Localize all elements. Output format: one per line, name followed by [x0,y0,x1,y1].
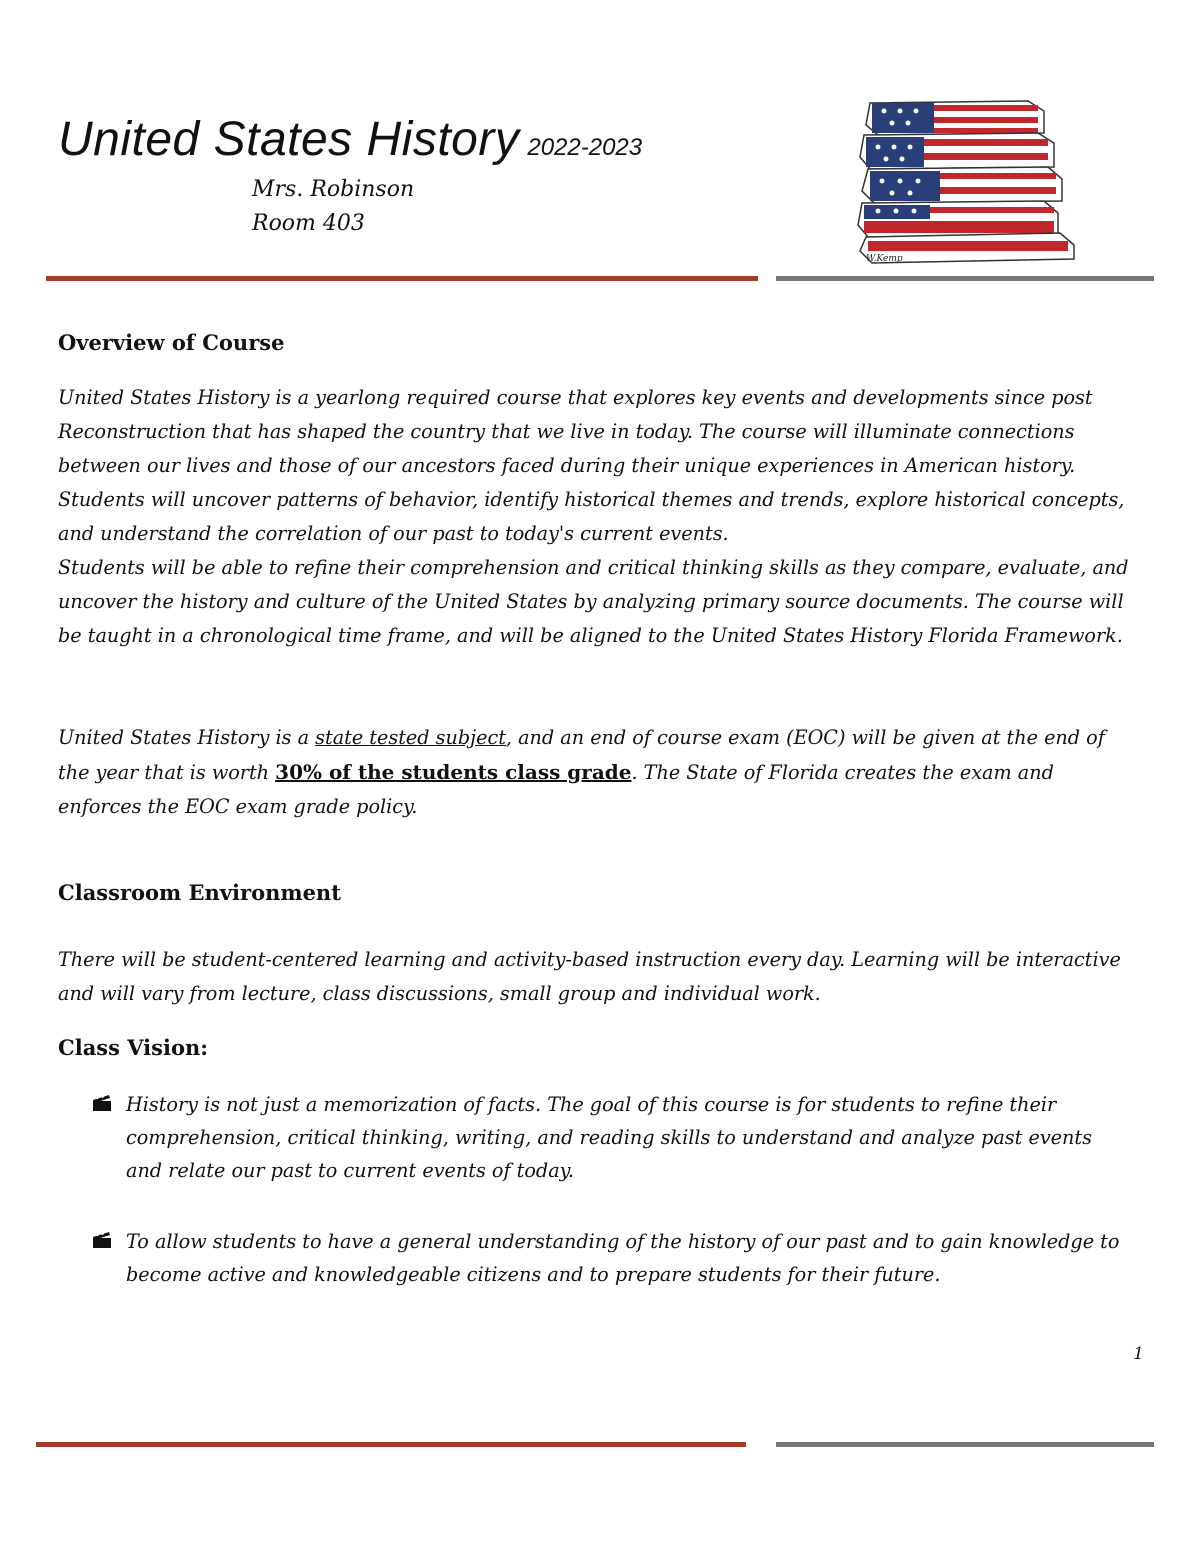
vision-heading: Class Vision: [58,1035,208,1060]
room-number: Room 403 [252,211,365,236]
vision-list-item [92,1088,1142,1187]
eoc-weight-text: 30% of the students class grade [275,760,632,784]
vision-item-text: History is not just a memorization of facts. The goal of this course is for students to refine their comprehension, critical thinking, writing, and reading skills to understand and analyze past events and relate our past to current events of today. [126,1093,1092,1182]
header-rule-gray [776,276,1154,281]
school-year: 2022-2023 [527,134,643,161]
overview-paragraph-1: United States History is a yearlong required course that explores key events and developments since post Reconstruction that has shaped the country that we live in today. The course will illuminate connections between our lives and those of our ancestors faced during their unique experiences in American history. Students will uncover patterns of behavior, identify historical themes and trends, explore historical concepts, and understand the correlation of our past to today's current events. [58,386,1125,545]
para3-text-b: , and an end of course exam (EOC) will be given at the end of the year that is worth [58,726,1105,784]
footer-rule-red [36,1442,746,1447]
illustration-signature: W.Kemp [866,254,903,264]
teacher-name: Mrs. Robinson [252,177,415,202]
clapperboard-icon [92,1088,126,1187]
course-title: United States History [58,113,520,166]
vision-item-text: To allow students to have a general understanding of the history of our past and to gain knowledge to become active and knowledgeable citizens and to prepare students for their future. [126,1230,1120,1286]
document-title [58,112,642,167]
page-number: 1 [1133,1344,1144,1364]
environment-heading: Classroom Environment [58,880,341,905]
book-stack [858,101,1074,264]
clapperboard-icon [92,1225,126,1291]
para3-text-c: . The State of Florida creates the exam and enforces the EOC exam grade policy. [58,761,1054,818]
vision-list-item [92,1225,1142,1291]
footer-rule-gray [776,1442,1154,1447]
overview-paragraph-2: Students will be able to refine their comprehension and critical thinking skills as they compare, evaluate, and uncover the history and culture of the United States by analyzing primary source documents. The course will be taught in a chronological time frame, and will be aligned to the United States History Florida Framework. [58,556,1129,647]
flag-books-illustration [848,95,1078,270]
overview-paragraph-3 [58,721,1138,824]
header-rule-red [46,276,758,281]
para3-text-a: United States History is a [58,726,316,749]
state-tested-subject-text: state tested subject [315,726,506,749]
overview-heading: Overview of Course [58,330,285,355]
environment-paragraph: There will be student-centered learning and activity-based instruction every day. Learning will be interactive and will vary from lecture, class discussions, small group and individual work. [58,948,1121,1005]
